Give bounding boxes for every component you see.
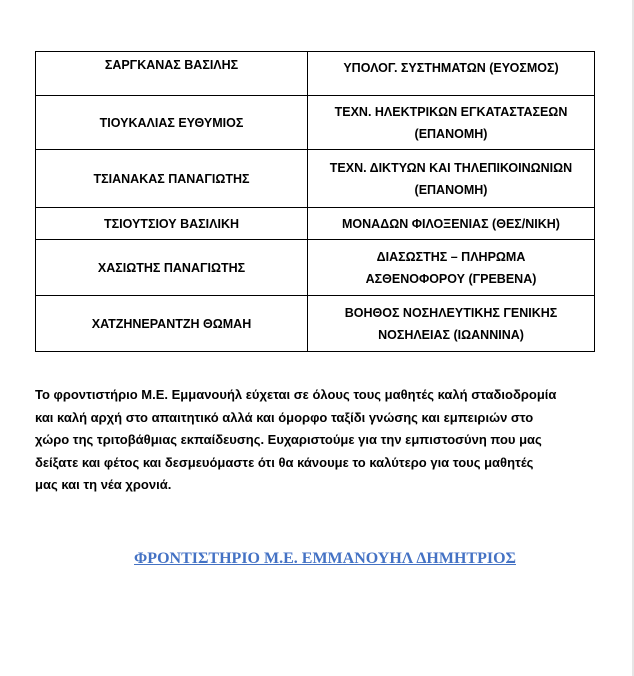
school-line: ΥΠΟΛΟΓ. ΣΥΣΤΗΜΑΤΩΝ (ΕΥΟΣΜΟΣ) <box>343 61 559 75</box>
school-cell <box>308 150 595 208</box>
table-row <box>36 208 595 240</box>
student-name: ΤΣΙΟΥΤΣΙΟΥ ΒΑΣΙΛΙΚΗ <box>36 208 308 240</box>
message-line: δείξατε και φέτος και δεσμευόμαστε ότι θα κάνουμε το καλύτερο για τους μαθητές <box>35 454 534 470</box>
student-name: ΣΑΡΓΚΑΝΑΣ ΒΑΣΙΛΗΣ <box>36 52 308 96</box>
school-line: ΒΟΗΘΟΣ ΝΟΣΗΛΕΥΤΙΚΗΣ ΓΕΝΙΚΗΣ <box>344 305 558 320</box>
table-row <box>36 150 595 208</box>
message-line: μας και τη νέα χρονιά. <box>35 477 172 493</box>
school-cell <box>308 240 595 296</box>
congratulations-message <box>35 384 615 497</box>
school-cell <box>308 52 595 96</box>
school-cell <box>308 208 595 240</box>
signature-text[interactable]: ΦΡΟΝΤΙΣΤΗΡΙΟ Μ.Ε. ΕΜΜΑΝΟΥΗΛ ΔΗΜΗΤΡΙΟΣ <box>134 550 516 567</box>
table-row <box>36 96 595 150</box>
student-name: ΧΑΣΙΩΤΗΣ ΠΑΝΑΓΙΩΤΗΣ <box>36 240 308 296</box>
school-cell <box>308 296 595 352</box>
school-line: (ΕΠΑΝΟΜΗ) <box>414 182 488 197</box>
table-row <box>36 240 595 296</box>
school-line: ΜΟΝΑΔΩΝ ΦΙΛΟΞΕΝΙΑΣ (ΘΕΣ/ΝΙΚΗ) <box>342 216 560 231</box>
message-line: και καλή αρχή στο απαιτητικό αλλά και όμορφο ταξίδι γνώσης και εμπειριών στο <box>35 409 534 425</box>
school-line: (ΕΠΑΝΟΜΗ) <box>414 126 488 141</box>
table-row <box>36 52 595 96</box>
signature-link[interactable] <box>0 550 634 568</box>
school-line: ΤΕΧΝ. ΔΙΚΤΥΩΝ ΚΑΙ ΤΗΛΕΠΙΚΟΙΝΩΝΙΩΝ <box>329 160 573 175</box>
student-name: ΧΑΤΖΗΝΕΡΑΝΤΖΗ ΘΩΜΑΗ <box>36 296 308 352</box>
message-line: Το φροντιστήριο Μ.Ε. Εμμανουήλ εύχεται σε όλους τους μαθητές καλή σταδιοδρομία <box>35 387 557 402</box>
school-cell <box>308 96 595 150</box>
school-line: ΝΟΣΗΛΕΙΑΣ (ΙΩΑΝΝΙΝΑ) <box>378 327 524 342</box>
table-row <box>36 296 595 352</box>
message-line: χώρο της τριτοβάθμιας εκπαίδευσης. Ευχαριστούμε για την εμπιστοσύνη που μας <box>35 432 542 448</box>
student-name: ΤΙΟΥΚΑΛΙΑΣ ΕΥΘΥΜΙΟΣ <box>36 96 308 150</box>
results-table <box>35 51 595 352</box>
school-line: ΤΕΧΝ. ΗΛΕΚΤΡΙΚΩΝ ΕΓΚΑΤΑΣΤΑΣΕΩΝ <box>334 104 568 119</box>
school-line: ΑΣΘΕΝΟΦΟΡΟΥ (ΓΡΕΒΕΝΑ) <box>365 271 537 286</box>
student-name: ΤΣΙΑΝΑΚΑΣ ΠΑΝΑΓΙΩΤΗΣ <box>36 150 308 208</box>
school-line: ΔΙΑΣΩΣΤΗΣ – ΠΛΗΡΩΜΑ <box>376 249 526 264</box>
